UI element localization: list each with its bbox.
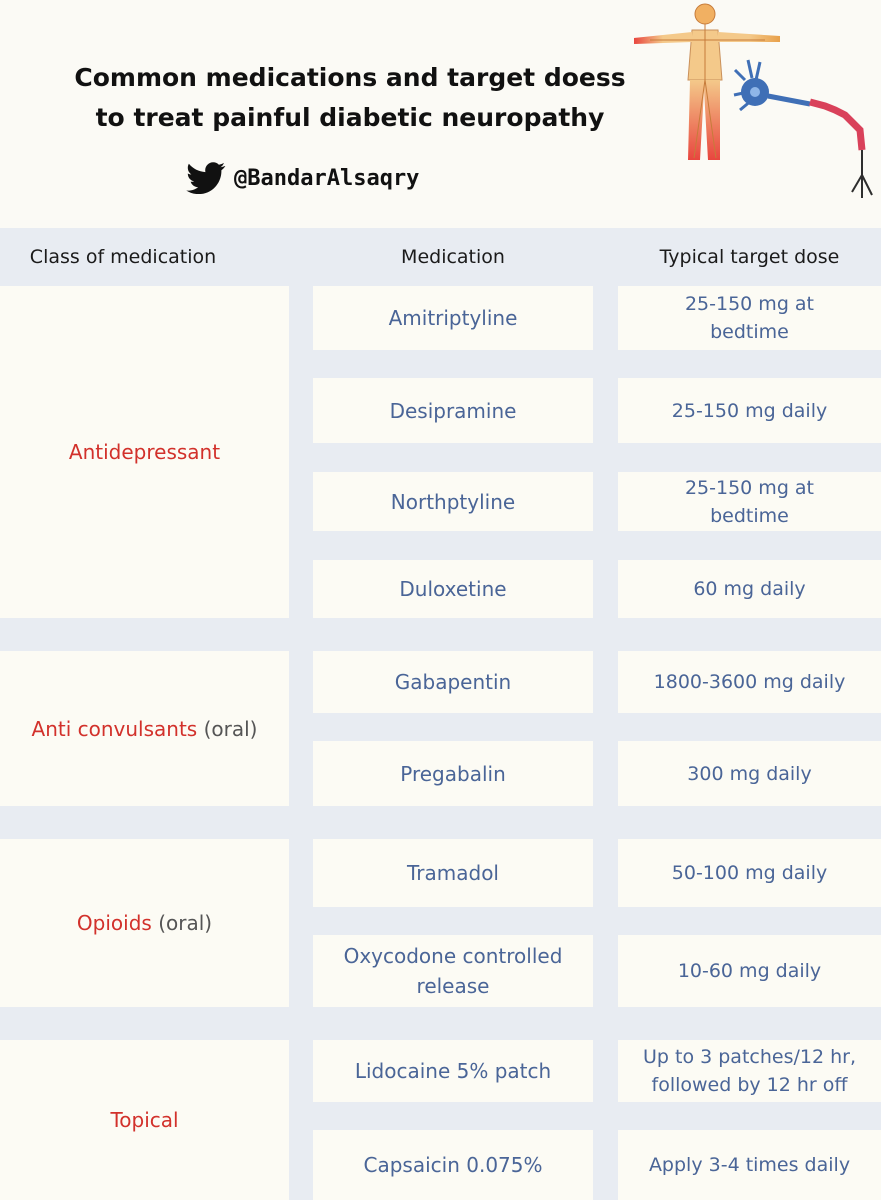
medication-cell: Pregabalin [313,741,593,806]
column-header-class: Class of medication [29,245,217,268]
class-name: Anti convulsants [31,716,198,741]
class-qualifier: (oral) [203,716,258,741]
medication-cell: Lidocaine 5% patch [313,1040,593,1102]
medication-cell: Amitriptyline [313,286,593,350]
dose-cell: 50-100 mg daily [618,839,881,907]
medication-cell: Gabapentin [313,651,593,713]
nervous-system-illustration [630,0,881,210]
dose-cell: Apply 3-4 times daily [618,1130,881,1200]
dose-cell: 10-60 mg daily [618,935,881,1007]
dose-cell: 25-150 mg daily [618,378,881,443]
twitter-handle[interactable] [186,160,419,196]
title-line-1: Common medications and target doess [74,63,626,92]
dose-cell: Up to 3 patches/12 hr, followed by 12 hr off [618,1040,881,1102]
medication-cell: Capsaicin 0.075% [313,1130,593,1200]
column-header-dose: Typical target dose [659,245,840,268]
class-cell-topical [0,1040,289,1200]
class-qualifier: (oral) [158,911,213,935]
medication-cell: Northptyline [313,472,593,531]
twitter-bird-icon [186,162,226,194]
class-cell-anticonvulsants [0,651,289,806]
header [0,0,881,228]
medication-cell: Desipramine [313,378,593,443]
dose-cell: 60 mg daily [618,560,881,618]
dose-cell: 300 mg daily [618,741,881,806]
medication-cell: Oxycodone controlled release [313,935,593,1007]
class-name: Antidepressant [68,440,221,464]
medication-cell: Duloxetine [313,560,593,618]
title-line-2: to treat painful diabetic neuropathy [95,103,605,132]
class-name: Topical [110,1108,179,1132]
handle-text: @BandarAlsaqry [234,165,420,191]
dose-cell: 25-150 mg at bedtime [618,472,881,531]
class-name: Opioids [76,911,152,935]
class-cell-opioids [0,839,289,1007]
medication-cell: Tramadol [313,839,593,907]
column-header-medication: Medication [401,245,505,268]
neuron-icon [734,60,872,198]
class-cell-antidepressant [0,286,289,618]
dose-cell: 1800-3600 mg daily [618,651,881,713]
page-title [40,58,660,138]
dose-cell: 25-150 mg at bedtime [618,286,881,350]
